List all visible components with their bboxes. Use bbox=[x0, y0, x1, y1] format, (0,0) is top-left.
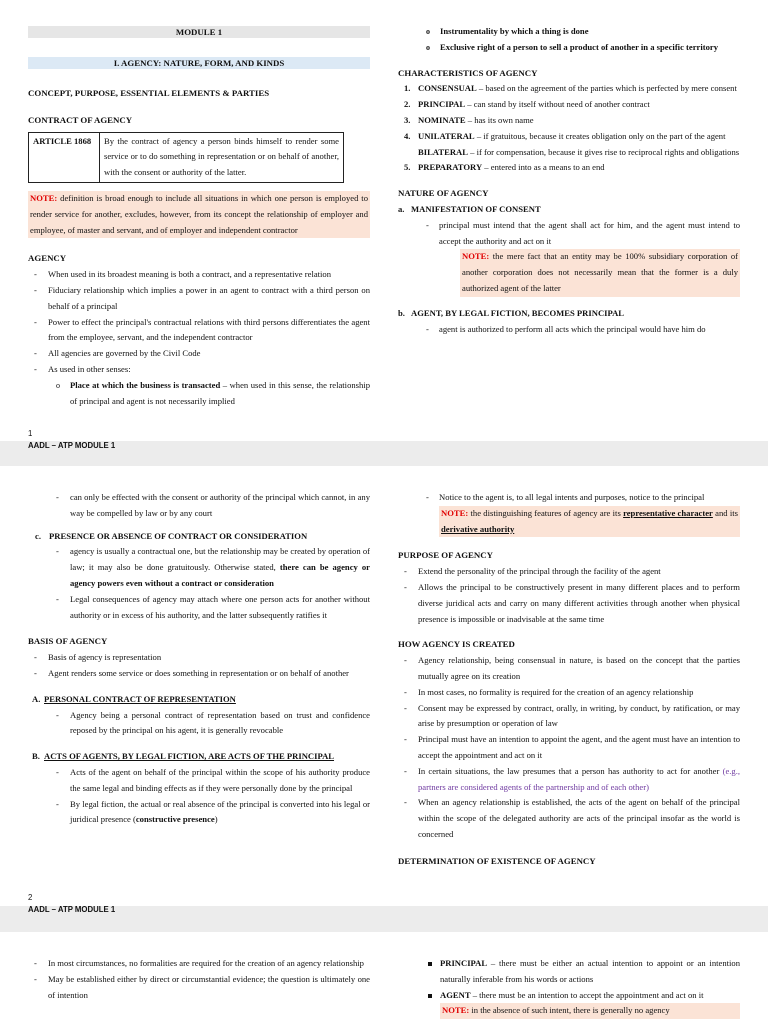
item-letter: b. bbox=[398, 307, 405, 318]
page1-left-column bbox=[28, 26, 370, 409]
item-term: MANIFESTATION OF CONSENT bbox=[411, 203, 541, 214]
list-item bbox=[28, 797, 370, 829]
item-term: CONSENSUAL bbox=[418, 83, 477, 94]
note-text: definition is broad enough to include all situations in which one person is employed to render service for another, excludes, however, from its concept the relationship of employer and employee, of master and servant, and of employer and independent contractor bbox=[30, 192, 368, 235]
subtitle: CONCEPT, PURPOSE, ESSENTIAL ELEMENTS & PARTIES bbox=[28, 88, 270, 98]
list-item bbox=[398, 988, 740, 1004]
item-term: PREPARATORY bbox=[418, 162, 483, 173]
item-emphasis: there can be agency or agency powers even without a contract or consideration bbox=[70, 562, 370, 588]
item-number: 5. bbox=[404, 162, 411, 173]
item-term: PERSONAL CONTRACT OF REPRESENTATION bbox=[44, 693, 236, 704]
list-item bbox=[28, 378, 370, 410]
section-title: I. AGENCY: NATURE, FORM, AND KINDS bbox=[28, 57, 370, 69]
purpose-heading: PURPOSE OF AGENCY bbox=[398, 550, 493, 561]
list-item: - All agencies are governed by the Civil Code bbox=[28, 346, 370, 362]
note-text: the mere fact that an entity may be 100% subsidiary corporation of another corporation does not necessarily mean that the former is a duly authorized agent of the latter bbox=[462, 251, 738, 293]
page-footer: AADL – ATP MODULE 1 bbox=[28, 905, 116, 914]
article-table bbox=[28, 132, 344, 183]
list-item: - Allows the principal to be constructively present in many different places and to perform diverse juridical acts and carry on many different activities through another when physical presence is impossible or inadvisable at the same time bbox=[398, 580, 740, 627]
page3-right-column bbox=[398, 956, 740, 1019]
page2-left-column bbox=[28, 490, 370, 828]
item-term: PRINCIPAL bbox=[440, 958, 488, 968]
list-item: - Agent renders some service or does something in representation or on behalf of another bbox=[28, 666, 370, 682]
item-text: agency is usually a contractual one, but the relationship may be created by operation of law; it may also be done gratuitously. Otherwise stated, bbox=[70, 546, 370, 573]
features-note bbox=[439, 506, 740, 538]
page3-left-column bbox=[28, 956, 370, 1003]
item-text: In certain situations, the law presumes that a person has authority to act for another bbox=[418, 765, 720, 776]
page-footer: AADL – ATP MODULE 1 bbox=[28, 441, 116, 450]
note-label: NOTE: bbox=[30, 192, 58, 203]
note-text: and its bbox=[712, 507, 738, 518]
nature-a-heading bbox=[398, 202, 740, 218]
list-item: o Exclusive right of a person to sell a product of another in a specific territory bbox=[398, 40, 740, 56]
item-text: – can stand by itself without need of another contract bbox=[465, 99, 650, 110]
list-item: - Consent may be expressed by contract, orally, in writing, by conduct, by ratification, or may arise by presumption or operation of law bbox=[398, 701, 740, 733]
a-heading bbox=[28, 692, 370, 708]
determination-heading: DETERMINATION OF EXISTENCE OF AGENCY bbox=[398, 855, 596, 866]
item-term: UNILATERAL bbox=[418, 130, 475, 141]
article-text: By the contract of agency a person binds himself to render some service or to do something in representation or on behalf of another, with the consent or authority of the latter. bbox=[100, 132, 344, 182]
list-item: o Instrumentality by which a thing is done bbox=[398, 24, 740, 40]
item-term: ACTS OF AGENTS, BY LEGAL FICTION, ARE ACTS OF THE PRINCIPAL bbox=[44, 751, 335, 762]
list-item bbox=[398, 764, 740, 796]
item-example: (e.g., partners are considered agents of the partnership and of each other) bbox=[418, 765, 741, 792]
note-label: NOTE: bbox=[441, 507, 469, 518]
definition-note bbox=[28, 191, 370, 238]
item-number: 3. bbox=[404, 114, 411, 125]
b-heading bbox=[28, 749, 370, 765]
list-item bbox=[398, 113, 740, 129]
list-item: - Notice to the agent is, to all legal intents and purposes, notice to the principal bbox=[398, 490, 740, 506]
page-3 bbox=[0, 932, 768, 1024]
item-number: 2. bbox=[404, 99, 411, 110]
item-term: PRINCIPAL bbox=[418, 99, 466, 110]
list-item bbox=[398, 129, 740, 145]
note-emphasis: representative character bbox=[623, 507, 713, 518]
item-term: NOMINATE bbox=[418, 114, 466, 125]
list-item: - In most cases, no formality is required for the creation of an agency relationship bbox=[398, 685, 740, 701]
list-item bbox=[398, 145, 740, 161]
item-text: – if gratuitous, because it creates obligation only on the part of the agent bbox=[474, 130, 726, 141]
list-item bbox=[28, 544, 370, 591]
c-heading bbox=[28, 529, 370, 545]
note-text: the distinguishing features of agency are its bbox=[468, 507, 624, 518]
module-title: MODULE 1 bbox=[28, 26, 370, 38]
list-item: - can only be effected with the consent or authority of the principal which cannot, in any way be compelled by law or by any court bbox=[28, 490, 370, 522]
page1-right-column bbox=[398, 24, 740, 337]
list-item: - agent is authorized to perform all acts which the principal would have him do bbox=[398, 322, 740, 338]
note-label: NOTE: bbox=[442, 1005, 470, 1016]
page-number: 1 bbox=[28, 429, 33, 438]
list-item: - Legal consequences of agency may attach where one person acts for another without authority or in excess of his authority, and the latter subsequently ratifies it bbox=[28, 592, 370, 624]
list-item: - As used in other senses: bbox=[28, 362, 370, 378]
item-text: – entered into as a means to an end bbox=[482, 162, 605, 173]
page-number: 2 bbox=[28, 893, 33, 902]
item-text: – there must be an intention to accept the appointment and act on it bbox=[470, 989, 704, 1000]
note-text: in the absence of such intent, there is generally no agency bbox=[469, 1005, 670, 1016]
place-text: – when used in this sense, the relationship of principal and agent is not necessarily implied bbox=[70, 379, 370, 406]
item-number: 4. bbox=[404, 130, 411, 141]
list-item: - Fiduciary relationship which implies a power in an agent to contract with a third person on behalf of a principal bbox=[28, 283, 370, 315]
item-letter: A. bbox=[32, 693, 41, 704]
list-item: - Principal must have an intention to appoint the agent, and the agent must have an intention to accept the appointment and act on it bbox=[398, 732, 740, 764]
place-bold: Place at which the business is transacted bbox=[70, 379, 221, 390]
list-item bbox=[398, 160, 740, 176]
item-text: – if for compensation, because it gives rise to reciprocal rights and obligations bbox=[467, 146, 740, 157]
note-label: NOTE: bbox=[462, 251, 490, 262]
item-text: – has its own name bbox=[465, 114, 534, 125]
item-term: PRESENCE OR ABSENCE OF CONTRACT OR CONSIDERATION bbox=[49, 530, 308, 541]
list-item: - When an agency relationship is established, the acts of the agent on behalf of the principal within the scope of the delegated authority are acts of the principal insofar as the world is concerned bbox=[398, 795, 740, 842]
list-item: - In most circumstances, no formalities are required for the creation of an agency relationship bbox=[28, 956, 370, 972]
list-item: - Agency relationship, being consensual in nature, is based on the concept that the parties mutually agree on its creation bbox=[398, 653, 740, 685]
list-item: - Agency being a personal contract of representation based on trust and confidence reposed by the principal on his agent, it is generally revocable bbox=[28, 708, 370, 740]
item-term: AGENT, BY LEGAL FICTION, BECOMES PRINCIPAL bbox=[411, 307, 625, 318]
item-text: – there must be either an actual intention to appoint or an intention naturally inferable from his words or actions bbox=[440, 958, 740, 984]
how-heading: HOW AGENCY IS CREATED bbox=[398, 639, 515, 650]
list-item bbox=[398, 956, 740, 988]
item-number: 1. bbox=[404, 83, 411, 94]
article-label: ARTICLE 1868 bbox=[29, 132, 100, 182]
list-item: - principal must intend that the agent shall act for him, and the agent must intend to accept the authority and act on it bbox=[398, 218, 740, 250]
subsidiary-note bbox=[460, 249, 740, 296]
item-letter: a. bbox=[398, 203, 405, 214]
intent-note bbox=[440, 1003, 740, 1019]
list-item: - Extend the personality of the principal through the facility of the agent bbox=[398, 564, 740, 580]
item-text: – based on the agreement of the parties which is perfected by mere consent bbox=[476, 83, 737, 94]
list-item bbox=[398, 81, 740, 97]
characteristics-heading: CHARACTERISTICS OF AGENCY bbox=[398, 67, 538, 78]
list-item: - Power to effect the principal's contractual relations with third persons differentiates the agent from the employee, servant, and the independent contractor bbox=[28, 315, 370, 347]
item-term: AGENT bbox=[440, 989, 471, 1000]
list-item: - May be established either by direct or circumstantial evidence; the question is ultimately one of intention bbox=[28, 972, 370, 1004]
nature-heading: NATURE OF AGENCY bbox=[398, 188, 489, 199]
item-term: BILATERAL bbox=[418, 146, 468, 157]
page2-right-column bbox=[398, 490, 740, 870]
list-item: - When used in its broadest meaning is both a contract, and a representative relation bbox=[28, 267, 370, 283]
page-2 bbox=[0, 466, 768, 914]
page-1 bbox=[0, 0, 768, 450]
item-letter: c. bbox=[35, 530, 41, 541]
item-text: ) bbox=[214, 814, 218, 825]
list-item: - Basis of agency is representation bbox=[28, 650, 370, 666]
nature-b-heading bbox=[398, 306, 740, 322]
note-emphasis: derivative authority bbox=[441, 523, 515, 534]
list-item bbox=[398, 97, 740, 113]
item-letter: B. bbox=[32, 751, 40, 762]
item-emphasis: constructive presence bbox=[135, 814, 215, 825]
contract-heading: CONTRACT OF AGENCY bbox=[28, 114, 133, 125]
list-item: - Acts of the agent on behalf of the principal within the scope of his authority produce the same legal and binding effects as if they were personally done by the principal bbox=[28, 765, 370, 797]
item-text: By legal fiction, the actual or real absence of the principal is converted into his legal or juridical presence ( bbox=[70, 798, 370, 825]
agency-heading: AGENCY bbox=[28, 253, 67, 264]
basis-heading: BASIS OF AGENCY bbox=[28, 636, 108, 647]
